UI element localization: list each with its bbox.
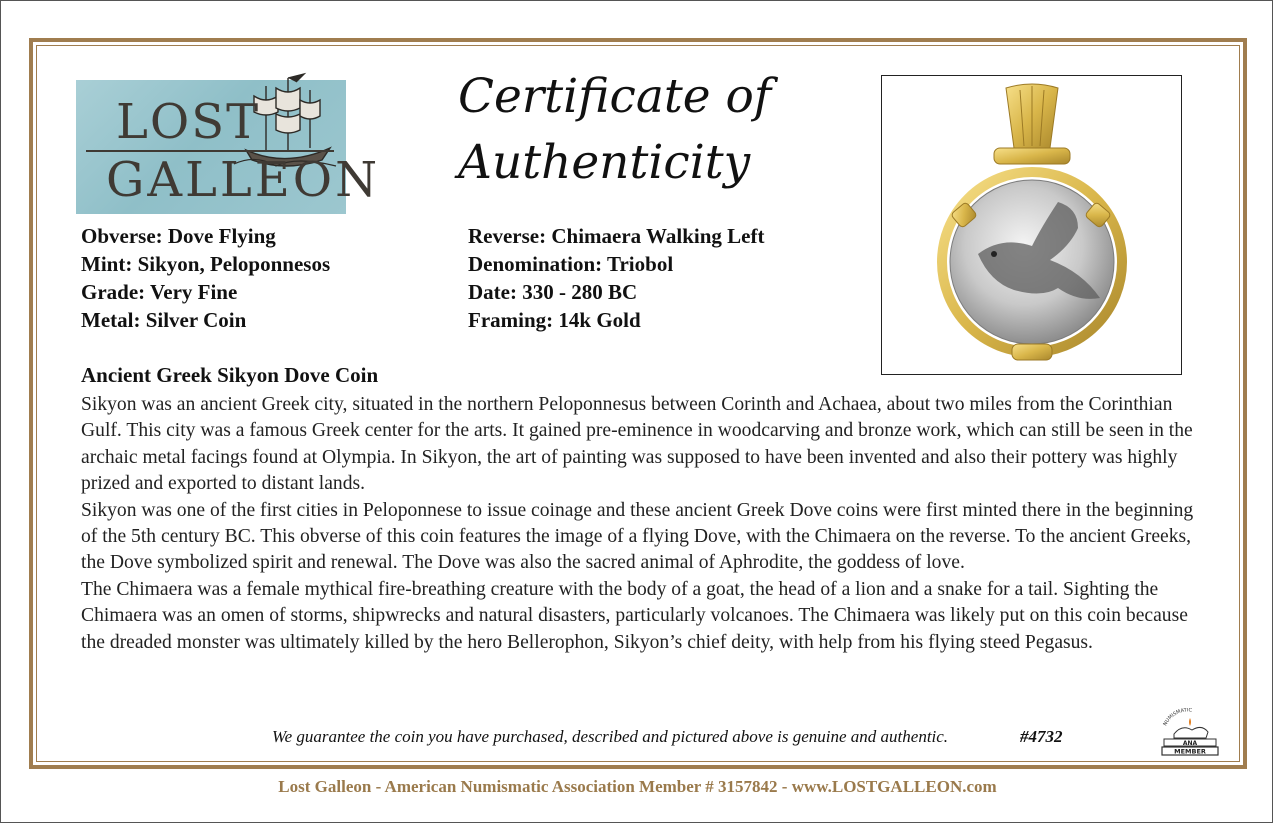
- spec-framing: Framing: 14k Gold: [468, 308, 641, 332]
- spec-denomination: Denomination: Triobol: [468, 252, 674, 276]
- spec-date: Date: 330 - 280 BC: [468, 280, 638, 304]
- specs-left-column: [81, 222, 330, 334]
- description-paragraph: The Chimaera was a female mythical fire-breathing creature with the body of a goat, the head of a lion and a snake for a tail. Sighting the Chimaera was an omen of storms, shipwrecks and natural disasters, particularly volcanoes. The Chimaera was likely put on this coin because the dreaded monster was ultimately killed by the hero Bellerophon, Sikyon’s chief deity, with help from his flying steed Pegasus.: [81, 578, 1188, 653]
- certificate-number: #4732: [1020, 727, 1063, 746]
- footer-member-line: Lost Galleon - American Numismatic Association Member # 3157842 - www.LOSTGALLEON.com: [278, 777, 997, 796]
- title-line2: Authenticity: [458, 135, 751, 190]
- coin-pendant-image: [882, 76, 1180, 373]
- description-paragraph: Sikyon was an ancient Greek city, situated in the northern Peloponnesus between Corinth and Achaea, about two miles from the Corinthian Gulf. This city was a famous Greek center for the arts. It gained pre-eminence in woodcarving and bronze work, which can still be seen in the archaic metal facings found at Olympia. In Sikyon, the art of painting was supposed to have been invented and also their pottery was highly prized and exported to distant lands.: [81, 394, 1193, 495]
- spec-grade: Grade: Very Fine: [81, 280, 238, 304]
- spec-reverse: Reverse: Chimaera Walking Left: [468, 224, 765, 248]
- spec-obverse: Obverse: Dove Flying: [81, 224, 276, 248]
- guarantee-statement: We guarantee the coin you have purchased, described and pictured above is genuine and authentic.: [272, 727, 949, 746]
- title-line1: Certificate of: [458, 69, 772, 124]
- badge-mid-text: ANA: [1182, 740, 1198, 747]
- description-heading: Ancient Greek Sikyon Dove Coin: [81, 363, 379, 387]
- logo-line1: LOST: [116, 94, 261, 150]
- specs-right-column: [468, 222, 764, 334]
- badge-bottom-text: MEMBER: [1174, 747, 1206, 756]
- svg-text:NUMISMATIC: [1162, 708, 1192, 727]
- description-body: [81, 392, 1211, 656]
- lost-galleon-logo: [76, 80, 381, 214]
- description-paragraph: Sikyon was one of the first cities in Peloponnese to issue coinage and these ancient Greek Dove coins were first minted there in the beginning of the 5th century BC. This obverse of this coin features the image of a flying Dove, with the Chimaera on the reverse. To the ancient Greeks, the Dove symbolized spirit and renewal. The Dove was also the sacred animal of Aphrodite, the goddess of love.: [81, 499, 1194, 574]
- spec-mint: Mint: Sikyon, Peloponnesos: [81, 252, 331, 276]
- certificate-title: [458, 64, 858, 196]
- coin-pendant-photo: [881, 75, 1182, 375]
- spec-metal: Metal: Silver Coin: [81, 308, 247, 332]
- badge-top-text: NUMISMATIC: [1162, 708, 1193, 727]
- logo-line2: GALLEON: [106, 152, 381, 208]
- ana-member-badge-icon: [1152, 708, 1226, 756]
